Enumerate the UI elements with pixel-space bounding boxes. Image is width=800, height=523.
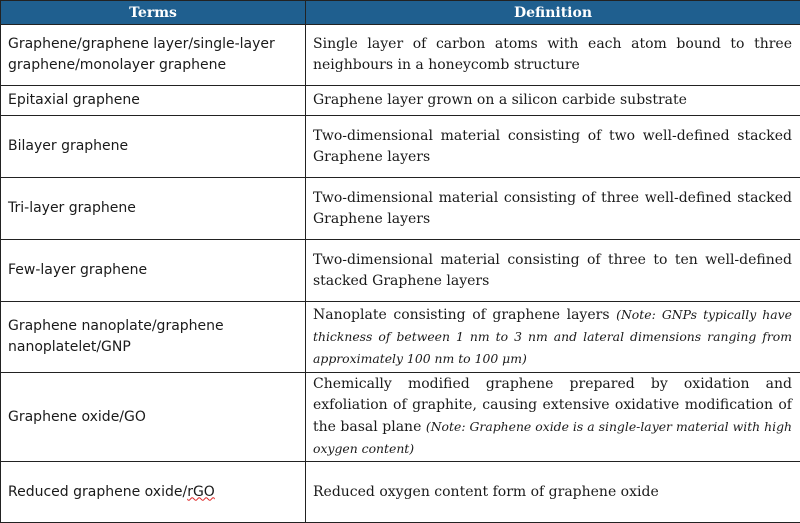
definition-cell: Single layer of carbon atoms with each atom bound to three neighbours in a honeycomb structure <box>306 25 800 86</box>
table-row <box>1 25 800 86</box>
table-row <box>1 373 800 462</box>
definition-cell <box>306 302 800 373</box>
definition-text: Chemically modified graphene prepared by oxidation and exfoliation of graphite, causing extensive oxidative modification of the basal plane <box>313 376 792 435</box>
table-row <box>1 178 800 240</box>
term-cell: Graphene nanoplate/graphene nanoplatelet/GNP <box>1 302 306 373</box>
definition-cell: Two-dimensional material consisting of two well-defined stacked Graphene layers <box>306 116 800 178</box>
term-cell: Few-layer graphene <box>1 240 306 302</box>
term-cell: Graphene oxide/GO <box>1 373 306 462</box>
table-row <box>1 240 800 302</box>
table-row <box>1 116 800 178</box>
definition-cell <box>306 373 800 462</box>
definition-text: Nanoplate consisting of graphene layers <box>313 307 610 323</box>
definition-cell: Graphene layer grown on a silicon carbide substrate <box>306 86 800 116</box>
term-cell: Graphene/graphene layer/single-layer graphene/monolayer graphene <box>1 25 306 86</box>
term-cell <box>1 462 306 523</box>
definition-column-header: Definition <box>306 1 800 25</box>
terms-column-header: Terms <box>1 1 306 25</box>
definition-note: (Note: Graphene oxide is a single-layer material with high oxygen content) <box>313 419 793 456</box>
term-cell: Bilayer graphene <box>1 116 306 178</box>
definition-note: (Note: GNPs typically have thickness of between 1 nm to 3 nm and lateral dimensions ranging from approximately 100 nm to 100 μm) <box>313 307 792 366</box>
table-header-row <box>1 1 800 25</box>
table-row <box>1 462 800 523</box>
term-cell: Tri-layer graphene <box>1 178 306 240</box>
definition-cell: Two-dimensional material consisting of three to ten well-defined stacked Graphene layers <box>306 240 800 302</box>
term-text: Reduced graphene oxide/ <box>8 483 188 500</box>
term-cell: Epitaxial graphene <box>1 86 306 116</box>
term-abbreviation: rGO <box>187 483 215 500</box>
table-row <box>1 302 800 373</box>
definition-cell: Reduced oxygen content form of graphene oxide <box>306 462 800 523</box>
table-row <box>1 86 800 116</box>
definition-cell: Two-dimensional material consisting of three well-defined stacked Graphene layers <box>306 178 800 240</box>
